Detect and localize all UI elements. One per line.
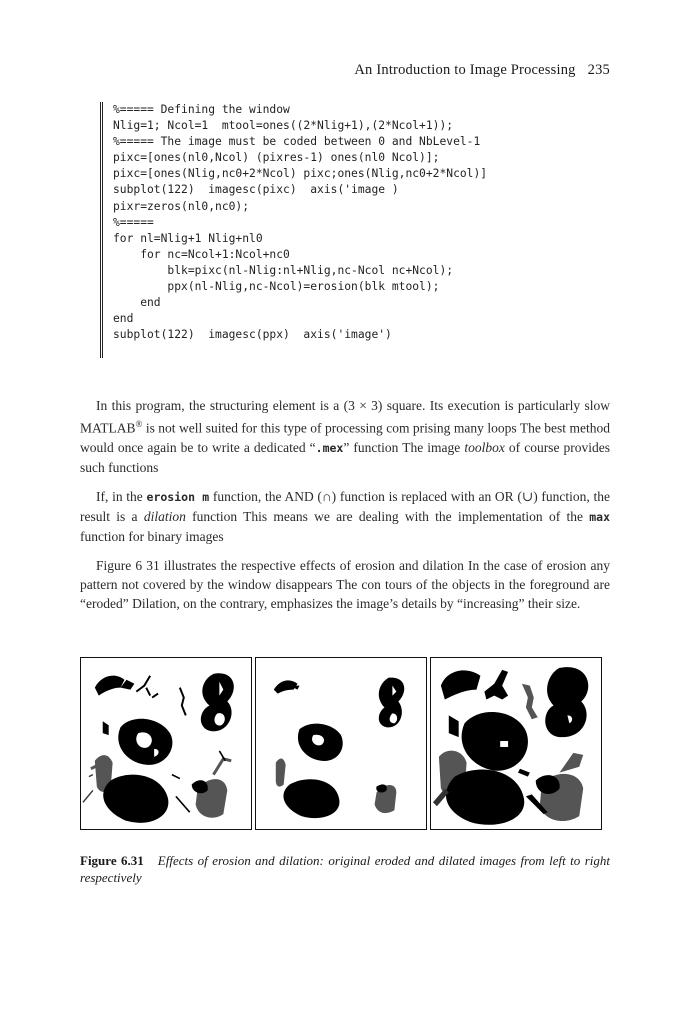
caption-text: Effects of erosion and dilation: original eroded and dilated images from left to right respectively (80, 853, 610, 885)
header-title: An Introduction to Image Processing (354, 62, 576, 78)
running-header (80, 62, 610, 79)
panel-dilated-image (430, 657, 602, 830)
panel-original-image (80, 657, 252, 830)
paragraph-1: In this program, the structuring element is a (3 × 3) square. Its execution is particularly slow MATLAB® is not well suited for this type of processing com prising many loops The best method would once again be to write a dedicated “.mex” function The image toolbox of course provides such functions (80, 398, 610, 475)
panel-eroded-image (255, 657, 427, 830)
code-line: subplot(122) imagesc(pixc) axis('image ) (113, 183, 399, 197)
matlab-code-listing (100, 102, 600, 358)
code-line: %===== Defining the window (113, 103, 290, 116)
code-line: %===== The image must be coded between 0 and NbLevel-1 (113, 135, 481, 149)
caption-label: Figure 6.31 (80, 853, 144, 868)
code-line: pixr=zeros(nl0,nc0); (113, 199, 250, 213)
code-line: end (113, 312, 134, 326)
code-line: pixc=[ones(nl0,Ncol) (pixres-1) ones(nl0 Ncol)]; (113, 151, 440, 165)
page-number: 235 (587, 62, 610, 78)
paragraph-2: If, in the erosion m function, the AND (∩) function is replaced with an OR (∪) function, the result is a dilation function This means we are dealing with the implementation of the max function for binary images (80, 488, 610, 544)
paragraph-3: Figure 6 31 illustrates the respective effects of erosion and dilation In the case of erosion any pattern not covered by the window disappears The con tours of the objects in the foreground are “eroded” Dilation, on the contrary, emphasizes the image’s details by “increasing” their size. (80, 557, 610, 611)
code-line: %===== (113, 215, 154, 229)
code-line: blk=pixc(nl-Nlig:nl+Nlig,nc-Ncol nc+Ncol); (113, 263, 454, 277)
figure-6-31 (80, 657, 602, 832)
code-line: Nlig=1; Ncol=1 mtool=ones((2*Nlig+1),(2*Ncol+1)); (113, 119, 454, 133)
figure-caption (80, 852, 610, 886)
code-line: end (113, 296, 161, 310)
code-line: for nl=Nlig+1 Nlig+nl0 (113, 231, 263, 245)
code-line: subplot(122) imagesc(ppx) axis('image') (113, 328, 392, 342)
code-line: ppx(nl-Nlig,nc-Ncol)=erosion(blk mtool); (113, 280, 440, 294)
code-line: for nc=Ncol+1:Ncol+nc0 (113, 247, 290, 261)
code-line: pixc=[ones(Nlig,nc0+2*Ncol) pixc;ones(Nlig,nc0+2*Ncol)] (113, 167, 488, 181)
body-text (80, 396, 610, 623)
